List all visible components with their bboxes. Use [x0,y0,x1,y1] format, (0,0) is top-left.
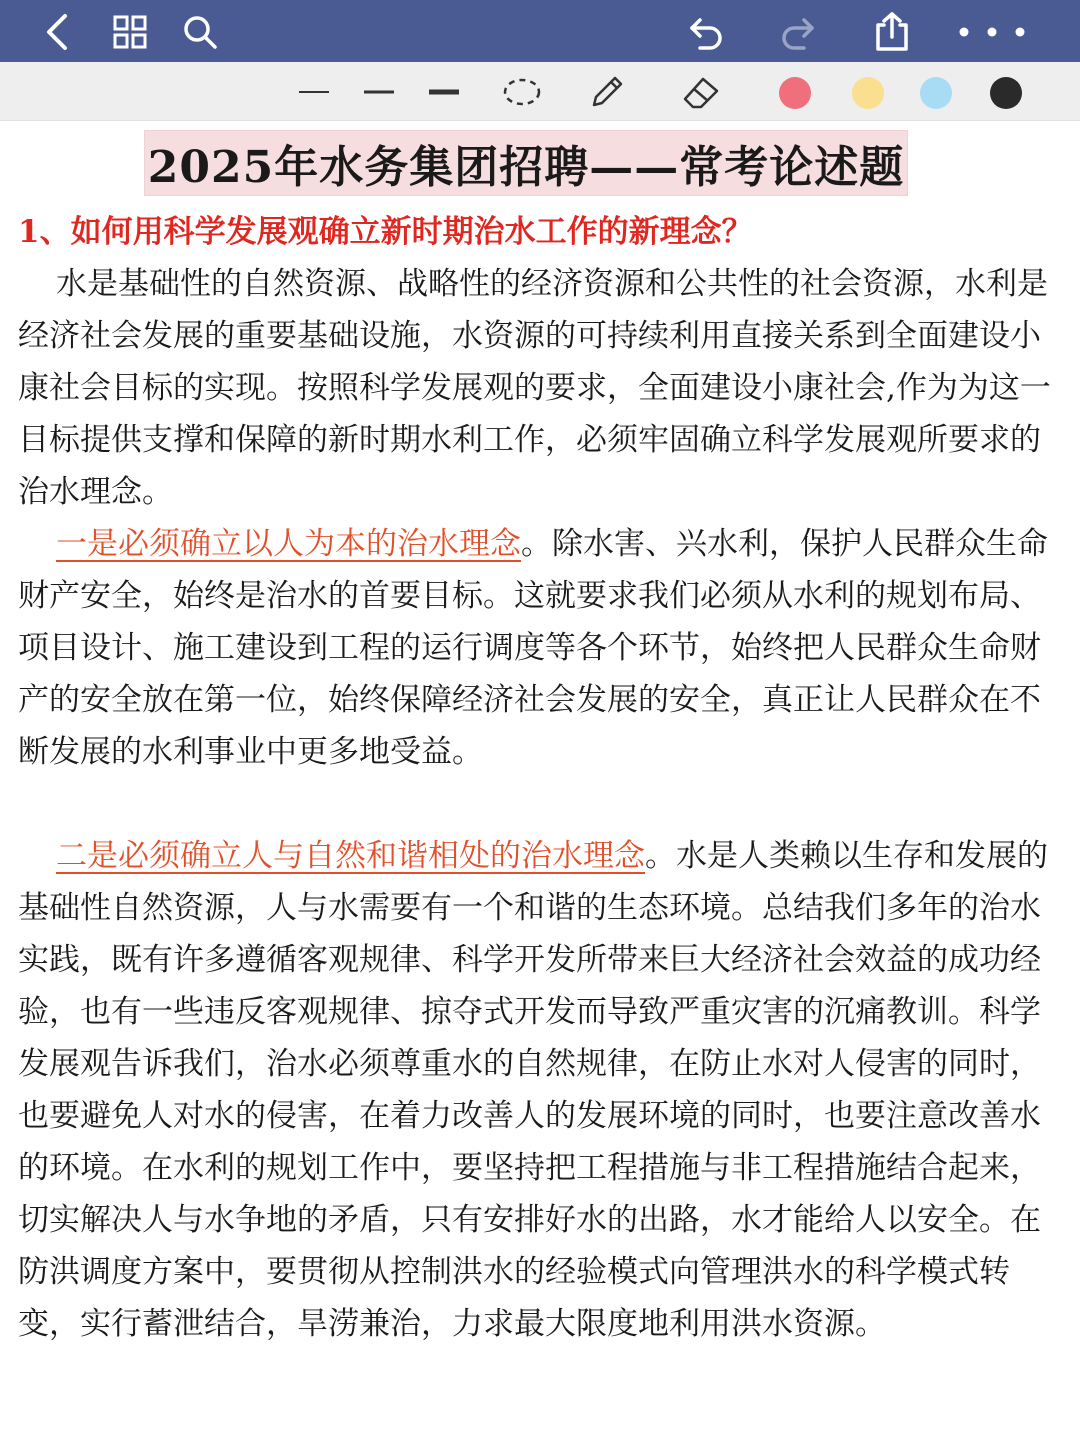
document-page[interactable] [0,120,1080,1440]
paragraph-intro: 水是基础性的自然资源、战略性的经济资源和公共性的社会资源，水利是经济社会发展的重要基础设施，水资源的可持续利用直接关系到全面建设小康社会目标的实现。按照科学发展观的要求，全面建设小康社会,作为为这一目标提供支撑和保障的新时期水利工作，必须牢固确立科学发展观所要求的治水理念。 [18,266,1051,510]
color-swatch-pink[interactable] [779,77,811,109]
pen-thin-icon[interactable] [291,70,337,114]
pencil-icon[interactable] [584,70,630,114]
share-icon[interactable] [870,10,914,54]
eraser-icon[interactable] [678,70,724,114]
color-swatch-blue[interactable] [920,77,952,109]
highlighted-point-2: 二是必须确立人与自然和谐相处的治水理念 [56,838,645,874]
top-navigation-bar [0,0,1080,62]
back-icon[interactable] [36,10,80,54]
paragraph-people-oriented [18,518,1058,778]
question-heading: 1、如何用科学发展观确立新时期治水工作的新理念？ [18,214,753,250]
paragraph-body-2: 。水是人类赖以生存和发展的基础性自然资源，人与水需要有一个和谐的生态环境。总结我们多年的治水实践，既有许多遵循客观规律、科学开发所带来巨大经济社会效益的成功经验，也有一些违反客观规律、掠夺式开发而导致严重灾害的沉痛教训。科学发展观告诉我们，治水必须尊重水的自然规律，在防止水对人侵害的同时，也要避免人对水的侵害，在着力改善人的发展环境的同时，也要注意改善水的环境。在水利的规划工作中，要坚持把工程措施与非工程措施结合起来，切实解决人与水争地的矛盾，只有安排好水的出路，水才能给人以安全。在防洪调度方案中，要贯彻从控制洪水的经验模式向管理洪水的科学模式转变，实行蓄泄结合，旱涝兼治，力求最大限度地利用洪水资源。 [18,838,1048,1342]
pen-medium-icon[interactable] [356,70,402,114]
paragraph-harmony [18,830,1058,1350]
grid-icon[interactable] [108,10,152,54]
document-title: 2025年水务集团招聘——常考论述题 [144,130,908,196]
redo-icon[interactable] [776,10,820,54]
color-swatch-yellow[interactable] [852,77,884,109]
more-icon[interactable] [952,10,1032,54]
highlighted-point-1: 一是必须确立以人为本的治水理念 [56,526,521,562]
paragraph-body-1: 。除水害、兴水利，保护人民群众生命财产安全，始终是治水的首要目标。这就要求我们必须从水利的规划布局、项目设计、施工建设到工程的运行调度等各个环节，始终把人民群众生命财产的安全放在第一位，始终保障经济社会发展的安全，真正让人民群众在不断发展的水利事业中更多地受益。 [18,526,1048,770]
search-icon[interactable] [178,10,222,54]
annotation-toolbar [0,62,1080,121]
pen-thick-icon[interactable] [421,70,467,114]
undo-icon[interactable] [684,10,728,54]
lasso-icon[interactable] [499,70,545,114]
color-swatch-black[interactable] [990,77,1022,109]
